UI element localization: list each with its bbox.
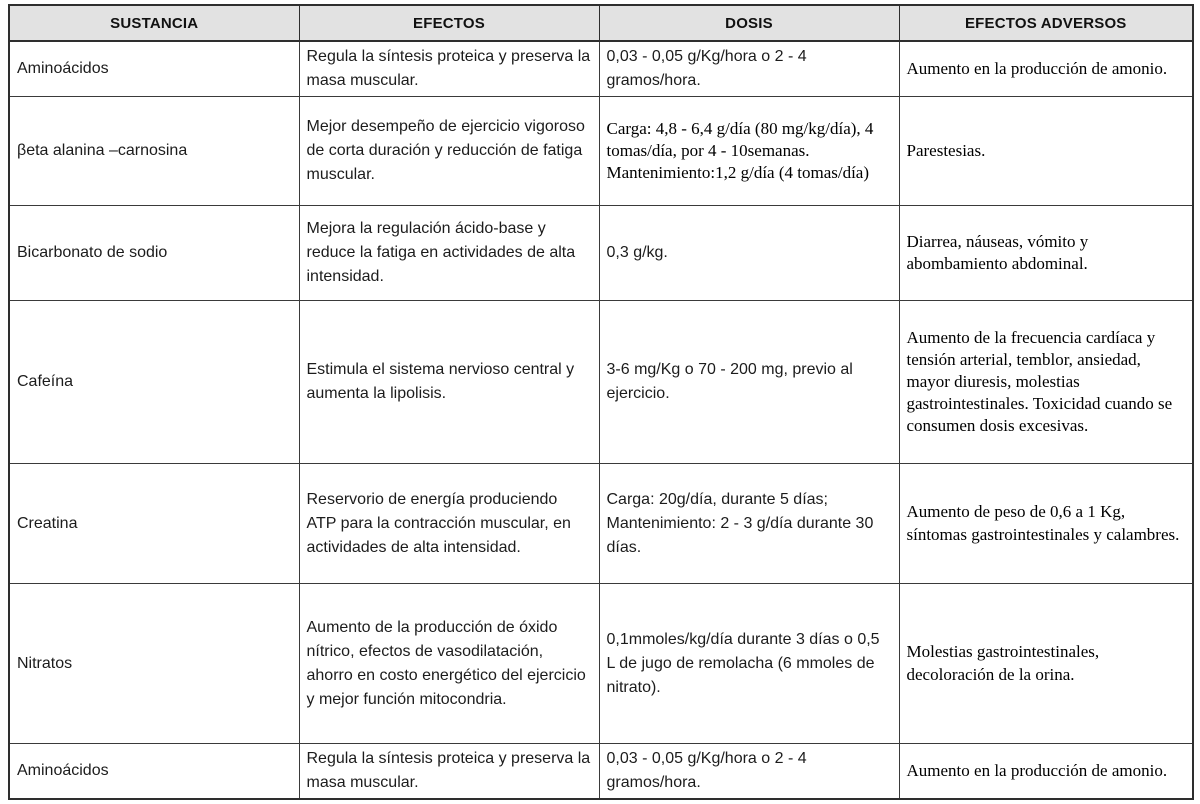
cell-dosis: Carga: 4,8 - 6,4 g/día (80 mg/kg/día), 4 tomas/día, por 4 - 10semanas. Mantenimiento:1,2 g/día (4 tomas/día) <box>599 97 899 206</box>
cell-efectos-adversos: Aumento en la producción de amonio. <box>899 41 1193 97</box>
cell-dosis: 0,03 - 0,05 g/Kg/hora o 2 - 4 gramos/hora. <box>599 41 899 97</box>
cell-efectos: Mejora la regulación ácido-base y reduce la fatiga en actividades de alta intensidad. <box>299 206 599 301</box>
column-header-efectos: EFECTOS <box>299 5 599 41</box>
cell-efectos-adversos: Aumento de peso de 0,6 a 1 Kg, síntomas gastrointestinales y calambres. <box>899 464 1193 584</box>
cell-efectos: Regula la síntesis proteica y preserva la masa muscular. <box>299 744 599 800</box>
table-row <box>9 206 1193 301</box>
cell-sustancia: Aminoácidos <box>9 41 299 97</box>
table-row <box>9 97 1193 206</box>
table-row <box>9 301 1193 464</box>
cell-dosis: 0,3 g/kg. <box>599 206 899 301</box>
table-row <box>9 41 1193 97</box>
cell-sustancia: Cafeína <box>9 301 299 464</box>
cell-sustancia: Bicarbonato de sodio <box>9 206 299 301</box>
cell-efectos: Reservorio de energía produciendo ATP para la contracción muscular, en actividades de alta intensidad. <box>299 464 599 584</box>
column-header-dosis: DOSIS <box>599 5 899 41</box>
cell-efectos-adversos: Parestesias. <box>899 97 1193 206</box>
cell-efectos-adversos: Diarrea, náuseas, vómito y abombamiento abdominal. <box>899 206 1193 301</box>
cell-efectos: Mejor desempeño de ejercicio vigoroso de corta duración y reducción de fatiga muscular. <box>299 97 599 206</box>
column-header-efectos-adversos: EFECTOS ADVERSOS <box>899 5 1193 41</box>
column-header-sustancia: SUSTANCIA <box>9 5 299 41</box>
supplements-table <box>8 4 1194 800</box>
table-header-row <box>9 5 1193 41</box>
cell-sustancia: Aminoácidos <box>9 744 299 800</box>
cell-dosis: 3-6 mg/Kg o 70 - 200 mg, previo al ejercicio. <box>599 301 899 464</box>
cell-efectos-adversos: Molestias gastrointestinales, decoloración de la orina. <box>899 584 1193 744</box>
cell-sustancia: βeta alanina –carnosina <box>9 97 299 206</box>
cell-efectos-adversos: Aumento en la producción de amonio. <box>899 744 1193 800</box>
cell-efectos: Estimula el sistema nervioso central y aumenta la lipolisis. <box>299 301 599 464</box>
cell-efectos: Regula la síntesis proteica y preserva la masa muscular. <box>299 41 599 97</box>
cell-sustancia: Nitratos <box>9 584 299 744</box>
cell-dosis: 0,03 - 0,05 g/Kg/hora o 2 - 4 gramos/hora. <box>599 744 899 800</box>
cell-dosis: 0,1mmoles/kg/día durante 3 días o 0,5 L de jugo de remolacha (6 mmoles de nitrato). <box>599 584 899 744</box>
table-row <box>9 464 1193 584</box>
cell-efectos: Aumento de la producción de óxido nítrico, efectos de vasodilatación, ahorro en costo energético del ejercicio y mejor función mitocondria. <box>299 584 599 744</box>
table-row <box>9 584 1193 744</box>
cell-sustancia: Creatina <box>9 464 299 584</box>
cell-dosis: Carga: 20g/día, durante 5 días; Mantenimiento: 2 - 3 g/día durante 30 días. <box>599 464 899 584</box>
cell-efectos-adversos: Aumento de la frecuencia cardíaca y tensión arterial, temblor, ansiedad, mayor diuresis, molestias gastrointestinales. Toxicidad cuando se consumen dosis excesivas. <box>899 301 1193 464</box>
table-row <box>9 744 1193 800</box>
